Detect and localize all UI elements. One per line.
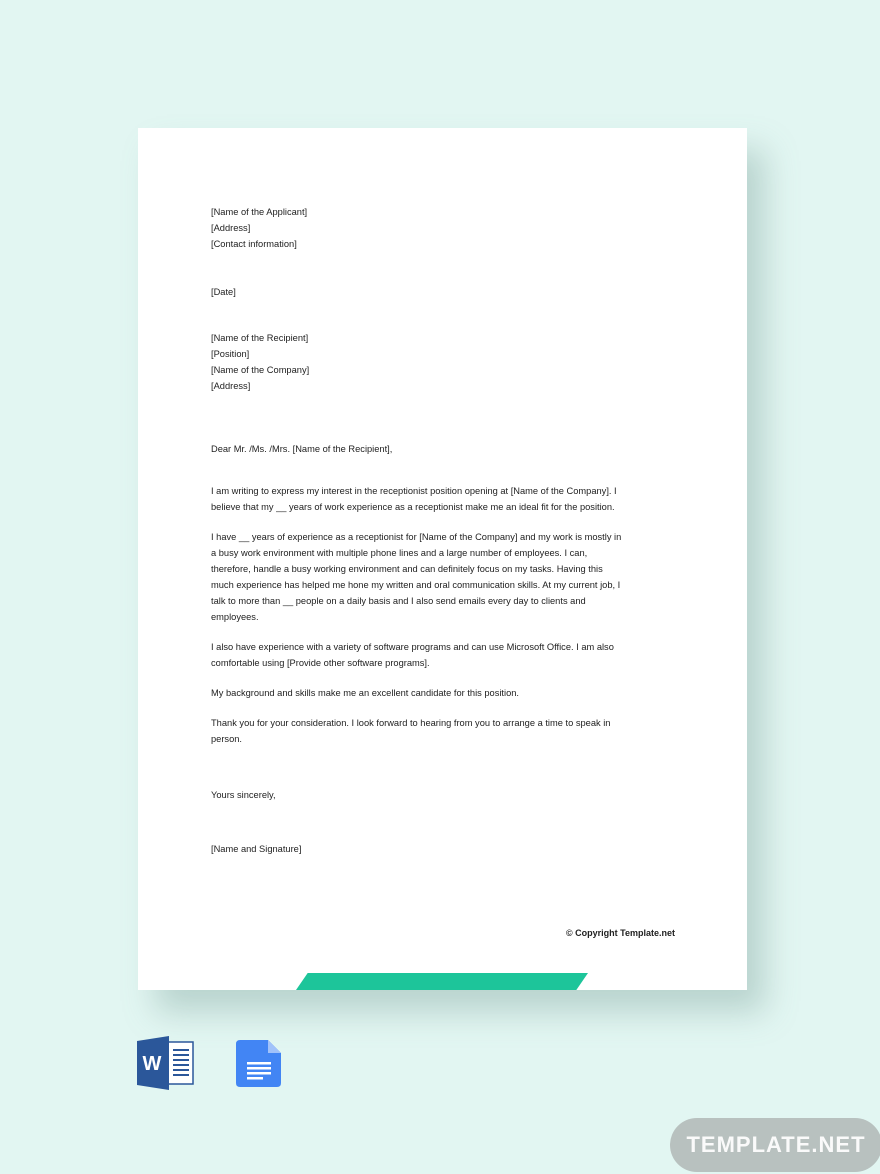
paragraph-line: talk to more than __ people on a daily basis and I also send emails every day to clients and (211, 596, 586, 606)
recipient-name: [Name of the Recipient] (211, 333, 309, 343)
paragraph-2 (211, 529, 681, 625)
paragraph-line: I am writing to express my interest in the receptionist position opening at [Name of the Company]. I (211, 486, 617, 496)
google-docs-icon[interactable] (236, 1040, 282, 1087)
recipient-position: [Position] (211, 349, 250, 359)
paragraph-5 (211, 715, 681, 747)
paragraph-1 (211, 483, 681, 515)
closing: Yours sincerely, (211, 790, 276, 800)
paragraph-line: I have __ years of experience as a receptionist for [Name of the Company] and my work is mostly in (211, 532, 622, 542)
recipient-address: [Address] (211, 381, 251, 391)
letter-page (138, 128, 747, 990)
word-icon[interactable] (137, 1036, 195, 1090)
paragraph-line: Thank you for your consideration. I look forward to hearing from you to arrange a time to speak in (211, 718, 611, 728)
letter-body (211, 204, 681, 857)
recipient-company: [Name of the Company] (211, 365, 310, 375)
paragraph-line: much experience has helped me hone my written and oral communication skills. At my current job, I (211, 580, 621, 590)
paragraph-line: a busy work environment with multiple phone lines and a large number of employees. I can, (211, 548, 588, 558)
paragraph-line: employees. (211, 612, 259, 622)
paragraph-3 (211, 639, 681, 671)
paragraph-line: believe that my __ years of work experience as a receptionist make me an ideal fit for the position. (211, 502, 615, 512)
paragraph-line: therefore, handle a busy working environment and can definitely focus on my tasks. Having this (211, 564, 603, 574)
paragraph-line: comfortable using [Provide other software programs]. (211, 658, 430, 668)
accent-bar (296, 973, 588, 990)
template-net-watermark: TEMPLATE.NET (670, 1118, 880, 1172)
word-icon-letter: W (142, 1053, 162, 1075)
sender-block (211, 204, 681, 252)
signature: [Name and Signature] (211, 844, 302, 854)
letter-date: [Date] (211, 287, 236, 297)
sender-name: [Name of the Applicant] (211, 207, 308, 217)
paragraph-line: person. (211, 734, 243, 744)
paragraph-line: I also have experience with a variety of software programs and can use Microsoft Office. I am also (211, 642, 614, 652)
sender-contact: [Contact information] (211, 239, 297, 249)
recipient-block (211, 330, 681, 394)
salutation: Dear Mr. /Ms. /Mrs. [Name of the Recipient], (211, 444, 393, 454)
paragraph-line: My background and skills make me an excellent candidate for this position. (211, 688, 519, 698)
paragraph-4 (211, 685, 681, 701)
sender-address: [Address] (211, 223, 251, 233)
copyright-notice: © Copyright Template.net (566, 928, 675, 938)
